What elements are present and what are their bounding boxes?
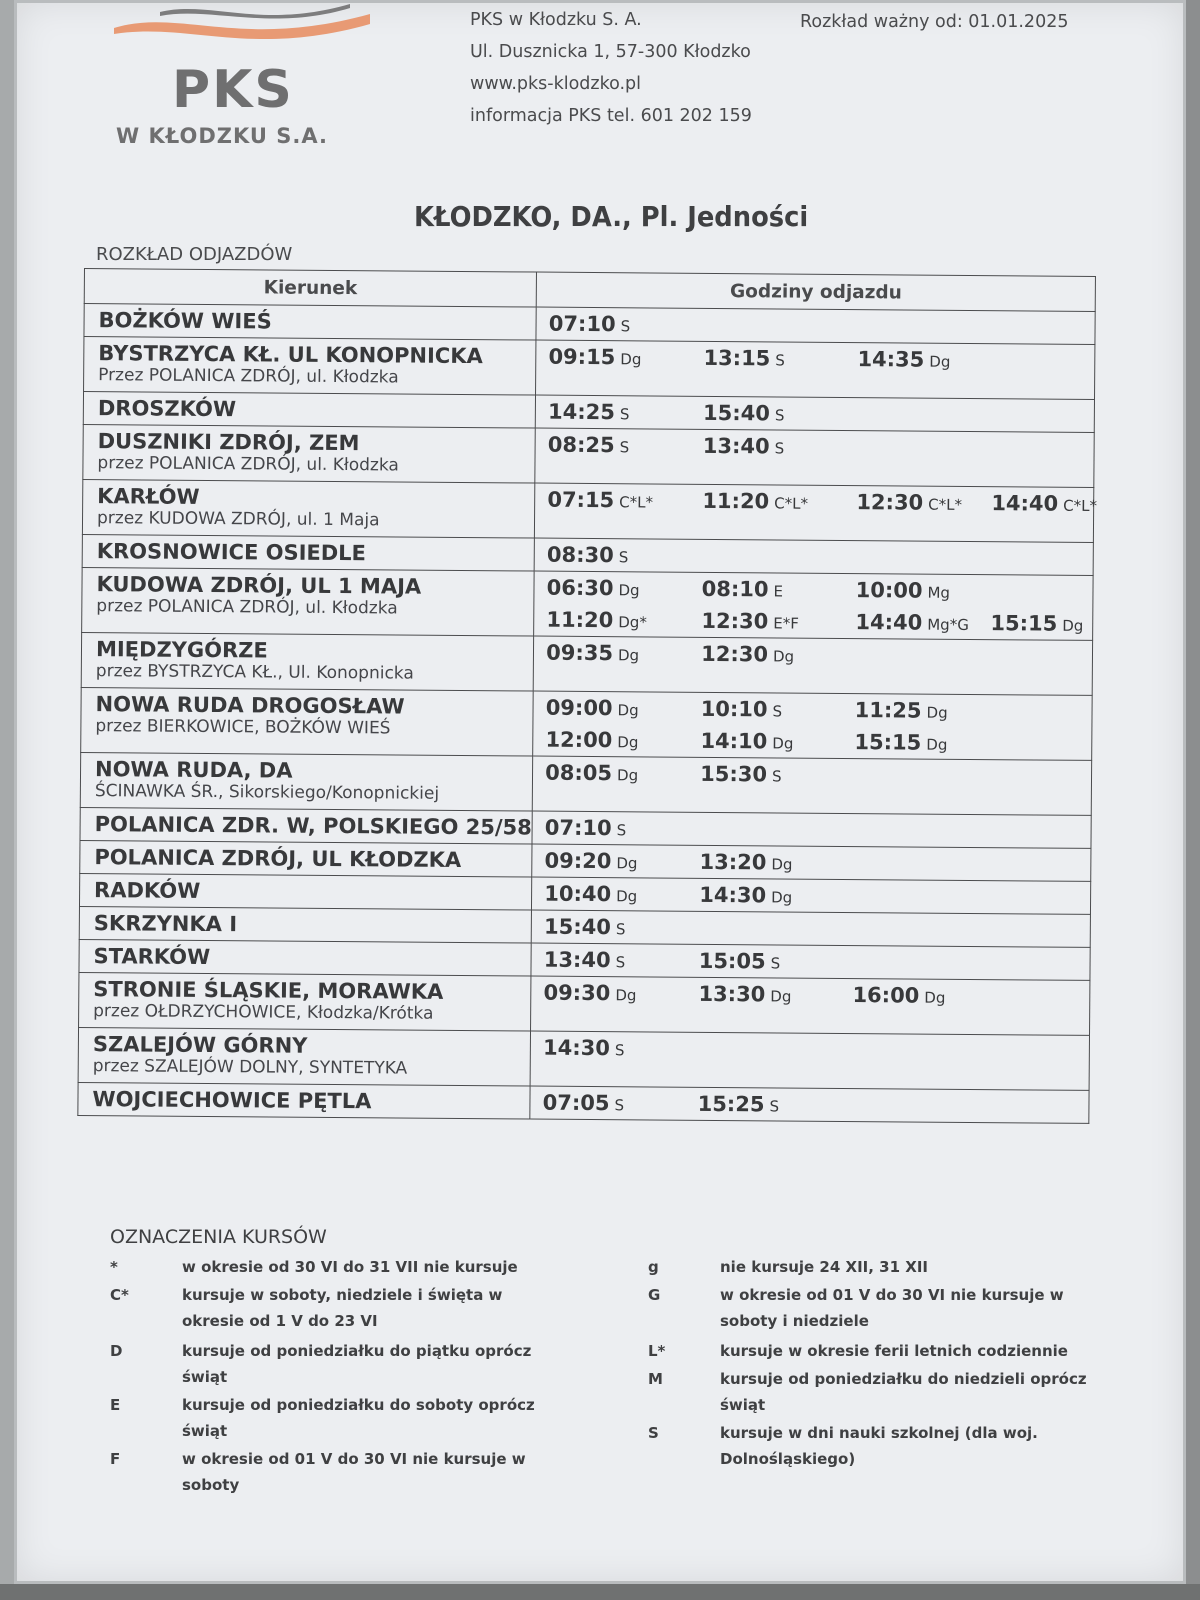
departure-time bbox=[546, 696, 639, 721]
route-via: przez BIERKOWICE, BOŻKÓW WIEŚ bbox=[95, 716, 391, 739]
departure-times-cell bbox=[532, 756, 1091, 815]
course-code: Mg bbox=[927, 583, 951, 602]
departure-time bbox=[852, 983, 945, 1008]
departure-hour: 13:30 bbox=[698, 981, 766, 1007]
times-line bbox=[534, 692, 1092, 728]
departure-times-cell bbox=[534, 538, 1093, 575]
departure-hour: 08:10 bbox=[701, 576, 769, 602]
departure-hour: 09:20 bbox=[544, 848, 612, 874]
departure-time bbox=[699, 883, 792, 908]
departure-hour: 12:00 bbox=[545, 727, 613, 753]
legend-title: OZNACZENIA KURSÓW bbox=[110, 1226, 327, 1248]
legend-code: E bbox=[110, 1396, 121, 1414]
departure-time bbox=[990, 611, 1083, 636]
departure-time bbox=[698, 1092, 780, 1117]
legend-code: D bbox=[110, 1342, 123, 1360]
departure-hour: 15:05 bbox=[698, 948, 766, 974]
table-row bbox=[79, 972, 1090, 1035]
times-line bbox=[536, 396, 1094, 432]
direction-cell bbox=[78, 1082, 530, 1119]
legend-code: L* bbox=[648, 1342, 666, 1360]
times-line bbox=[532, 944, 1090, 980]
legend-description: kursuje od poniedziałku do niedzieli oprócz świąt bbox=[720, 1370, 1087, 1414]
departure-hour: 07:10 bbox=[544, 815, 612, 841]
destination-name: SKRZYNKA I bbox=[93, 911, 238, 937]
course-code: Dg bbox=[772, 647, 795, 666]
times-line bbox=[532, 845, 1090, 881]
company-website: www.pks-klodzko.pl bbox=[470, 74, 642, 94]
direction-cell bbox=[84, 337, 537, 396]
destination-name: POLANICA ZDRÓJ, UL KŁODZKA bbox=[94, 845, 462, 872]
course-code: S bbox=[619, 405, 630, 424]
times-line bbox=[531, 1087, 1089, 1123]
departure-times-cell bbox=[532, 877, 1091, 914]
departure-time bbox=[702, 577, 784, 602]
table-row bbox=[82, 567, 1093, 640]
departure-hour: 13:15 bbox=[703, 345, 771, 371]
timetable-board bbox=[14, 0, 1186, 1584]
departure-time bbox=[699, 850, 792, 875]
direction-cell bbox=[81, 687, 534, 756]
table-row bbox=[82, 479, 1093, 542]
times-line bbox=[532, 878, 1090, 914]
destination-name: DUSZNIKI ZDRÓJ, ZEM bbox=[97, 429, 360, 456]
pks-logo bbox=[100, 0, 390, 160]
departure-hour: 14:40 bbox=[991, 491, 1059, 516]
departure-hour: 16:00 bbox=[852, 983, 920, 1008]
departure-times-cell bbox=[532, 844, 1091, 881]
course-code: C*L* bbox=[1063, 496, 1098, 515]
times-line bbox=[534, 637, 1092, 673]
table-row bbox=[83, 424, 1094, 487]
destination-name: NOWA RUDA, DA bbox=[94, 757, 293, 783]
departure-times-cell bbox=[531, 910, 1090, 947]
destination-name: NOWA RUDA DROGOSŁAW bbox=[95, 692, 405, 719]
course-code: E bbox=[773, 582, 784, 601]
course-code: Dg bbox=[618, 581, 640, 600]
departure-time bbox=[701, 697, 783, 722]
direction-cell bbox=[79, 873, 531, 910]
departure-time bbox=[701, 609, 799, 634]
course-code: S bbox=[614, 1041, 625, 1060]
course-code: S bbox=[774, 406, 785, 425]
departure-time bbox=[543, 1036, 625, 1061]
course-code: Dg bbox=[924, 988, 946, 1007]
departure-times-cell bbox=[536, 340, 1095, 399]
table-body bbox=[78, 304, 1098, 1124]
departures-table bbox=[77, 268, 1096, 1124]
departure-time bbox=[543, 1091, 625, 1116]
times-line bbox=[535, 484, 1098, 520]
times-line bbox=[535, 539, 1093, 575]
departure-hour: 11:20 bbox=[702, 488, 770, 514]
departure-hour: 07:05 bbox=[542, 1090, 610, 1116]
legend-code: F bbox=[110, 1450, 121, 1468]
departure-time bbox=[700, 762, 782, 787]
departure-hour: 12:30 bbox=[856, 490, 924, 515]
destination-name: MIĘDZYGÓRZE bbox=[95, 637, 268, 663]
departure-hour: 14:30 bbox=[542, 1035, 611, 1061]
direction-cell bbox=[83, 392, 535, 429]
route-via: przez BYSTRZYCA KŁ., Ul. Konopnicka bbox=[95, 661, 414, 684]
departure-time bbox=[856, 490, 962, 515]
departure-hour: 09:35 bbox=[546, 640, 614, 666]
course-code: Mg*G bbox=[927, 615, 969, 634]
route-via: przez POLANICA ZDRÓJ, ul. Kłodzka bbox=[96, 596, 398, 619]
legend-description: kursuje od poniedziałku do piątku oprócz świąt bbox=[182, 1342, 532, 1386]
departure-hour: 15:40 bbox=[543, 914, 611, 940]
departure-time bbox=[854, 730, 947, 755]
course-code: Dg bbox=[616, 854, 638, 873]
departure-times-cell bbox=[530, 1031, 1089, 1090]
destination-name: KROSNOWICE OSIEDLE bbox=[96, 539, 367, 566]
logo-name: PKS bbox=[172, 60, 294, 120]
departure-hour: 15:15 bbox=[854, 730, 922, 755]
logo-swoosh-icon bbox=[100, 0, 390, 60]
course-code: Dg bbox=[770, 987, 792, 1006]
direction-cell bbox=[80, 752, 533, 811]
route-via: ŚCINAWKA ŚR., Sikorskiego/Konopnickiej bbox=[94, 781, 440, 804]
departure-hour: 14:30 bbox=[699, 882, 767, 908]
times-line bbox=[531, 977, 1089, 1013]
departure-time bbox=[699, 949, 781, 974]
departure-hour: 13:40 bbox=[702, 433, 770, 459]
departure-time bbox=[703, 401, 785, 426]
times-line bbox=[537, 308, 1095, 344]
destination-name: DROSZKÓW bbox=[97, 396, 237, 422]
legend-code: M bbox=[648, 1370, 663, 1388]
departure-time bbox=[543, 981, 636, 1006]
departure-time bbox=[547, 543, 629, 568]
legend-code: * bbox=[110, 1258, 118, 1276]
company-phone: informacja PKS tel. 601 202 159 bbox=[470, 106, 752, 126]
departure-hour: 08:05 bbox=[545, 760, 613, 786]
course-code: S bbox=[616, 821, 627, 840]
destination-name: STARKÓW bbox=[93, 944, 211, 970]
direction-cell bbox=[80, 840, 532, 877]
destination-name: STRONIE ŚLĄSKIE, MORAWKA bbox=[93, 977, 444, 1004]
course-code: S bbox=[614, 1096, 625, 1115]
departure-times-cell bbox=[535, 395, 1094, 432]
departure-hour: 11:25 bbox=[854, 698, 922, 723]
departure-hour: 07:10 bbox=[548, 311, 616, 337]
times-line bbox=[533, 724, 1091, 760]
frame-bottom-edge bbox=[0, 1584, 1200, 1600]
route-via: przez KUDOWA ZDRÓJ, ul. 1 Maja bbox=[96, 508, 380, 531]
departure-time bbox=[549, 312, 631, 337]
legend-description: kursuje w dni nauki szkolnej (dla woj. Dolnośląskiego) bbox=[720, 1424, 1038, 1468]
departure-time bbox=[545, 816, 627, 841]
departure-time bbox=[544, 915, 626, 940]
departure-time bbox=[545, 761, 638, 786]
direction-cell bbox=[81, 632, 534, 691]
departure-hour: 12:30 bbox=[701, 641, 769, 667]
departure-hour: 14:10 bbox=[700, 728, 768, 754]
departure-times-cell bbox=[533, 691, 1092, 760]
direction-cell bbox=[79, 939, 531, 976]
destination-name: KARŁÓW bbox=[97, 484, 200, 509]
direction-cell bbox=[84, 304, 536, 341]
departure-times-cell bbox=[535, 483, 1098, 542]
course-code: Dg bbox=[617, 766, 639, 785]
departure-time bbox=[702, 489, 808, 514]
stop-name: KŁODZKO, DA., Pl. Jedności bbox=[414, 200, 809, 233]
departure-time bbox=[548, 400, 630, 425]
legend-description: kursuje w okresie ferii letnich codziennie bbox=[720, 1342, 1068, 1360]
legend-description: kursuje od poniedziałku do soboty oprócz świąt bbox=[182, 1396, 535, 1440]
departure-time bbox=[856, 578, 951, 603]
departure-time bbox=[855, 698, 948, 723]
departure-hour: 08:25 bbox=[547, 432, 615, 458]
departure-hour: 10:00 bbox=[855, 578, 923, 603]
departure-hour: 15:40 bbox=[702, 400, 771, 426]
destination-name: BOŻKÓW WIEŚ bbox=[98, 308, 272, 334]
course-code: S bbox=[775, 351, 785, 370]
table-row bbox=[81, 632, 1092, 695]
departure-hour: 14:40 bbox=[855, 610, 923, 635]
departure-times-cell bbox=[534, 571, 1093, 640]
course-code: S bbox=[618, 548, 629, 567]
course-code: S bbox=[772, 767, 782, 786]
departure-hour: 11:20 bbox=[546, 607, 614, 633]
times-line bbox=[535, 572, 1093, 608]
destination-name: KUDOWA ZDRÓJ, UL 1 MAJA bbox=[96, 572, 422, 599]
legend-code: C* bbox=[110, 1286, 129, 1304]
direction-cell bbox=[82, 479, 535, 538]
departure-time bbox=[544, 882, 637, 907]
direction-cell bbox=[82, 534, 534, 571]
destination-name: POLANICA ZDR. W, POLSKIEGO 25/58 bbox=[94, 812, 532, 840]
course-code: Dg bbox=[616, 887, 638, 906]
departure-time bbox=[703, 346, 785, 371]
route-via: przez OŁDRZYCHOWICE, Kłodzka/Krótka bbox=[93, 1001, 434, 1024]
table-row bbox=[80, 752, 1091, 815]
departure-hour: 14:35 bbox=[857, 347, 925, 372]
departure-hour: 12:30 bbox=[701, 608, 769, 634]
departure-time bbox=[855, 610, 969, 635]
times-line bbox=[532, 911, 1090, 947]
course-code: Dg bbox=[1062, 616, 1084, 635]
departure-times-cell bbox=[531, 976, 1090, 1035]
table-row bbox=[84, 337, 1095, 400]
course-code: S bbox=[772, 702, 783, 721]
times-line bbox=[536, 429, 1094, 465]
course-code: S bbox=[774, 439, 785, 458]
departure-hour: 13:40 bbox=[543, 947, 611, 973]
company-name: PKS w Kłodzku S. A. bbox=[470, 10, 642, 30]
course-code: S bbox=[619, 438, 630, 457]
course-code: C*L* bbox=[774, 494, 809, 513]
times-line bbox=[531, 1032, 1089, 1068]
legend-code: G bbox=[648, 1286, 661, 1304]
departure-hour: 09:00 bbox=[545, 695, 613, 721]
departure-time bbox=[545, 728, 638, 753]
departure-time bbox=[544, 948, 626, 973]
course-code: S bbox=[615, 953, 626, 972]
departure-hour: 06:30 bbox=[546, 575, 614, 601]
company-address: Ul. Dusznicka 1, 57-300 Kłodzko bbox=[470, 42, 751, 62]
legend-code: g bbox=[648, 1258, 659, 1276]
departure-times-cell bbox=[535, 428, 1094, 487]
course-code: C*L* bbox=[928, 495, 963, 514]
departure-hour: 09:15 bbox=[548, 344, 616, 370]
departure-time bbox=[547, 576, 640, 601]
destination-name: BYSTRZYCA KŁ. UL KONOPNICKA bbox=[98, 341, 483, 369]
departure-times-cell bbox=[530, 1086, 1089, 1123]
departure-hour: 15:30 bbox=[700, 761, 768, 787]
route-via: przez POLANICA ZDRÓJ, ul. Kłodzka bbox=[97, 453, 399, 476]
times-line bbox=[533, 757, 1091, 793]
direction-cell bbox=[79, 972, 532, 1031]
legend-description: nie kursuje 24 XII, 31 XII bbox=[720, 1258, 928, 1276]
valid-from: Rozkład ważny od: 01.01.2025 bbox=[800, 12, 1069, 32]
course-code: Dg bbox=[929, 352, 951, 371]
course-code: S bbox=[620, 317, 631, 336]
times-line bbox=[536, 341, 1094, 377]
departure-hour: 07:15 bbox=[547, 487, 615, 513]
destination-name: WOJCIECHOWICE PĘTLA bbox=[92, 1087, 372, 1114]
destination-name: SZALEJÓW GÓRNY bbox=[92, 1032, 308, 1058]
course-code: Dg bbox=[772, 734, 794, 753]
course-code: C*L* bbox=[619, 493, 654, 512]
legend-code: S bbox=[648, 1424, 659, 1442]
table-row bbox=[81, 687, 1092, 760]
course-code: Dg bbox=[615, 986, 637, 1005]
company-info bbox=[470, 4, 752, 132]
departure-hour: 10:10 bbox=[700, 696, 768, 722]
departure-time bbox=[548, 345, 641, 370]
departure-hour: 15:15 bbox=[990, 611, 1058, 636]
departure-time bbox=[703, 434, 785, 459]
direction-cell bbox=[79, 906, 531, 943]
direction-cell bbox=[80, 807, 532, 844]
departure-time bbox=[544, 849, 637, 874]
course-code: S bbox=[769, 1097, 780, 1116]
course-code: Dg bbox=[620, 350, 642, 369]
departure-hour: 10:40 bbox=[544, 881, 612, 907]
course-code: Dg bbox=[617, 701, 639, 720]
course-code: Dg bbox=[926, 735, 948, 754]
header-direction: Kierunek bbox=[84, 269, 536, 308]
departure-hour: 14:25 bbox=[547, 399, 616, 425]
course-code: Dg bbox=[771, 855, 793, 874]
course-code: S bbox=[770, 954, 781, 973]
destination-name: RADKÓW bbox=[94, 878, 201, 903]
departure-time bbox=[701, 642, 794, 667]
departure-time bbox=[546, 608, 647, 633]
times-line bbox=[534, 604, 1092, 640]
departure-time bbox=[547, 488, 653, 513]
direction-cell bbox=[78, 1027, 531, 1086]
course-code: Dg bbox=[926, 703, 948, 722]
departure-time bbox=[698, 982, 791, 1007]
table-row bbox=[78, 1027, 1089, 1090]
legend-description: w okresie od 30 VI do 31 VII nie kursuje bbox=[182, 1258, 518, 1276]
header-times: Godziny odjazdu bbox=[536, 272, 1095, 311]
departure-times-cell bbox=[533, 636, 1092, 695]
route-via: Przez POLANICA ZDRÓJ, ul. Kłodzka bbox=[98, 365, 399, 388]
course-code: Dg bbox=[617, 733, 639, 752]
course-code: Dg bbox=[771, 888, 793, 907]
departure-times-cell bbox=[532, 811, 1091, 848]
course-code: Dg* bbox=[618, 613, 647, 632]
logo-subtitle: W KŁODZKU S.A. bbox=[116, 124, 328, 148]
section-label: ROZKŁAD ODJAZDÓW bbox=[96, 244, 293, 265]
departure-times-cell bbox=[536, 307, 1095, 344]
course-code: E*F bbox=[773, 614, 799, 633]
departure-hour: 13:20 bbox=[699, 849, 767, 875]
departure-time bbox=[700, 729, 793, 754]
departure-time bbox=[857, 347, 950, 372]
departure-times-cell bbox=[531, 943, 1090, 980]
legend-description: w okresie od 01 V do 30 VI nie kursuje w soboty bbox=[182, 1450, 526, 1494]
legend-description: kursuje w soboty, niedziele i święta w okresie od 1 V do 23 VI bbox=[182, 1286, 503, 1330]
table-row bbox=[78, 1082, 1089, 1123]
departure-time bbox=[546, 641, 639, 666]
departure-time bbox=[548, 433, 630, 458]
times-line bbox=[533, 812, 1091, 848]
departure-hour: 08:30 bbox=[546, 542, 614, 568]
departure-time bbox=[991, 491, 1097, 516]
direction-cell bbox=[82, 567, 535, 636]
frame-left-edge bbox=[0, 0, 14, 1600]
route-via: przez SZALEJÓW DOLNY, SYNTETYKA bbox=[92, 1056, 408, 1079]
departure-hour: 09:30 bbox=[543, 980, 611, 1006]
legend-description: w okresie od 01 V do 30 VI nie kursuje w soboty i niedziele bbox=[720, 1286, 1064, 1330]
course-code: S bbox=[615, 920, 626, 939]
direction-cell bbox=[83, 424, 536, 483]
departure-hour: 15:25 bbox=[697, 1091, 765, 1117]
course-code: Dg bbox=[617, 646, 640, 665]
